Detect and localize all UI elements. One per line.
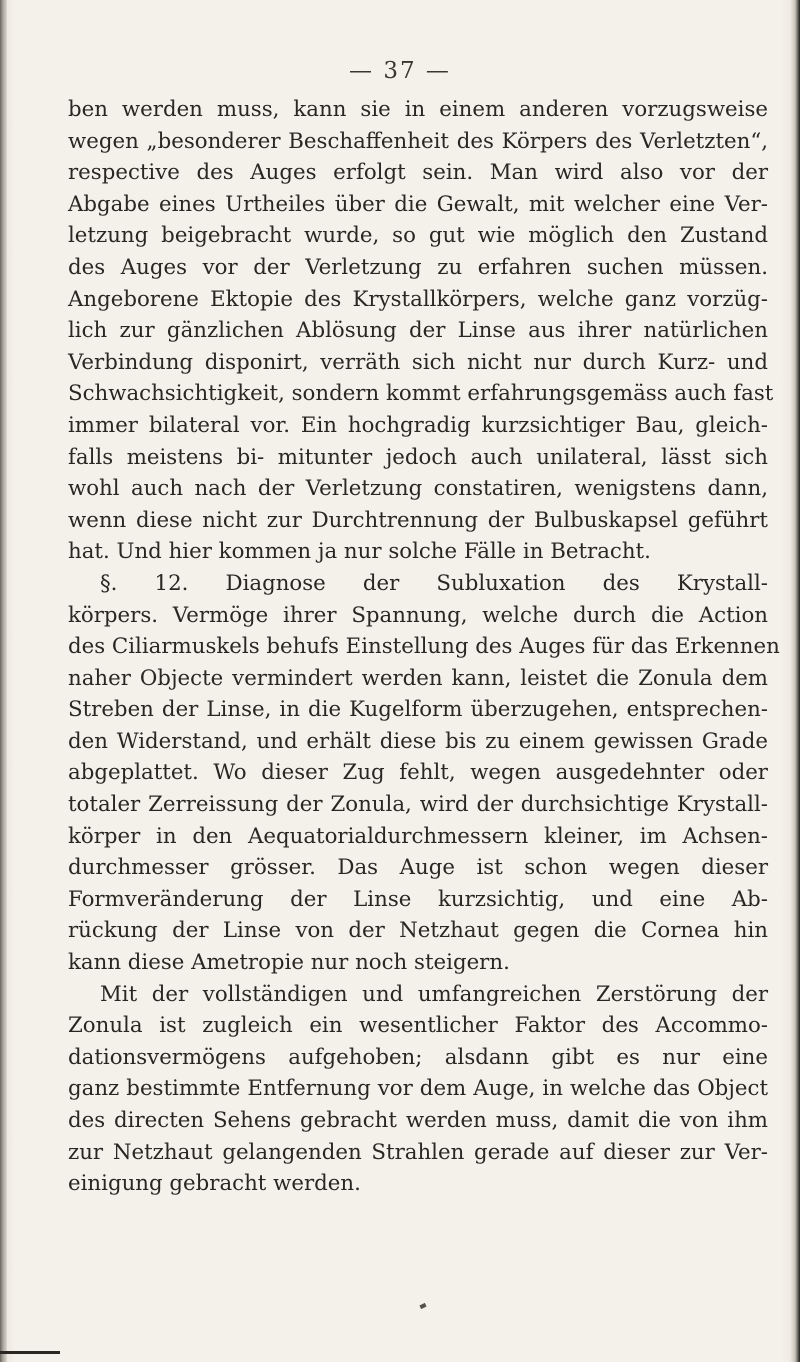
- text-line: wohl auch nach der Verletzung constatiren, wenigstens dann,: [68, 476, 768, 502]
- text-line: letzung beigebracht wurde, so gut wie möglich den Zustand: [68, 223, 768, 249]
- text-line: respective des Auges erfolgt sein. Man wird also vor der: [68, 160, 768, 186]
- text-line: durchmesser grösser. Das Auge ist schon wegen dieser: [68, 855, 768, 881]
- text-line: körpers. Vermöge ihrer Spannung, welche durch die Action: [68, 602, 768, 628]
- text-line: des Ciliarmuskels behufs Einstellung des Auges für das Erkennen: [68, 634, 780, 660]
- text-line: Verbindung disponirt, verräth sich nicht nur durch Kurz- und: [68, 349, 768, 375]
- text-line: zur Netzhaut gelangenden Strahlen gerade auf dieser zur Ver-: [68, 1139, 768, 1165]
- text-line: des directen Sehens gebracht werden muss, damit die von ihm: [68, 1108, 768, 1133]
- text-line: Formveränderung der Linse kurzsichtig, und eine Ab-: [68, 886, 768, 912]
- text-line: Zonula ist zugleich ein wesentlicher Faktor des Accommo-: [68, 1013, 768, 1039]
- text-line: abgeplattet. Wo dieser Zug fehlt, wegen ausgedehnter oder: [68, 760, 768, 786]
- text-line: kann diese Ametropie nur noch steigern.: [68, 950, 510, 976]
- text-line: wegen „besonderer Beschaffenheit des Körpers des Verletzten“,: [68, 128, 768, 154]
- text-line: hat. Und hier kommen ja nur solche Fälle in Betracht.: [68, 539, 651, 565]
- text-line: wenn diese nicht zur Durchtrennung der Bulbuskapsel geführt: [68, 507, 768, 533]
- text-line: einigung gebracht werden.: [68, 1171, 361, 1197]
- text-line: Schwachsichtigkeit, sondern kommt erfahrungsgemäss auch fast: [68, 381, 774, 407]
- section-heading-line: §. 12. Diagnose der Subluxation des Krystall-: [100, 570, 768, 596]
- text-line: naher Objecte vermindert werden kann, leistet die Zonula dem: [68, 665, 768, 691]
- text-line: körper in den Aequatorialdurchmessern kleiner, im Achsen-: [68, 823, 768, 849]
- bottom-rule: [0, 1351, 60, 1354]
- text-line: ben werden muss, kann sie in einem anderen vorzugsweise: [68, 97, 768, 122]
- text-line: Streben der Linse, in die Kugelform überzugehen, entsprechen-: [68, 697, 768, 723]
- text-line: den Widerstand, und erhält diese bis zu einem gewissen Grade: [68, 728, 768, 754]
- body-text: [68, 94, 780, 1200]
- page-gutter-shadow: [0, 0, 7, 1362]
- text-line: dationsvermögens aufgehoben; alsdann gibt es nur eine: [68, 1044, 768, 1070]
- text-line: Abgabe eines Urtheiles über die Gewalt, mit welcher eine Ver-: [68, 191, 768, 217]
- text-line: lich zur gänzlichen Ablösung der Linse aus ihrer natürlichen: [68, 318, 768, 344]
- text-line: des Auges vor der Verletzung zu erfahren suchen müssen.: [68, 254, 768, 280]
- text-line: Mit der vollständigen und umfangreichen Zerstörung der: [100, 981, 768, 1007]
- text-line: totaler Zerreissung der Zonula, wird der durchsichtige Krystall-: [68, 792, 768, 818]
- page-edge-shadow: [790, 0, 800, 1362]
- text-line: ganz bestimmte Entfernung vor dem Auge, in welche das Object: [68, 1076, 768, 1102]
- ink-speck: [419, 1303, 426, 1309]
- text-line: immer bilateral vor. Ein hochgradig kurzsichtiger Bau, gleich-: [68, 412, 768, 438]
- page-number: — 37 —: [349, 58, 451, 84]
- text-line: rückung der Linse von der Netzhaut gegen die Cornea hin: [68, 918, 768, 944]
- text-line: Angeborene Ektopie des Krystallkörpers, welche ganz vorzüg-: [68, 286, 768, 312]
- text-line: falls meistens bi- mitunter jedoch auch unilateral, lässt sich: [68, 444, 768, 470]
